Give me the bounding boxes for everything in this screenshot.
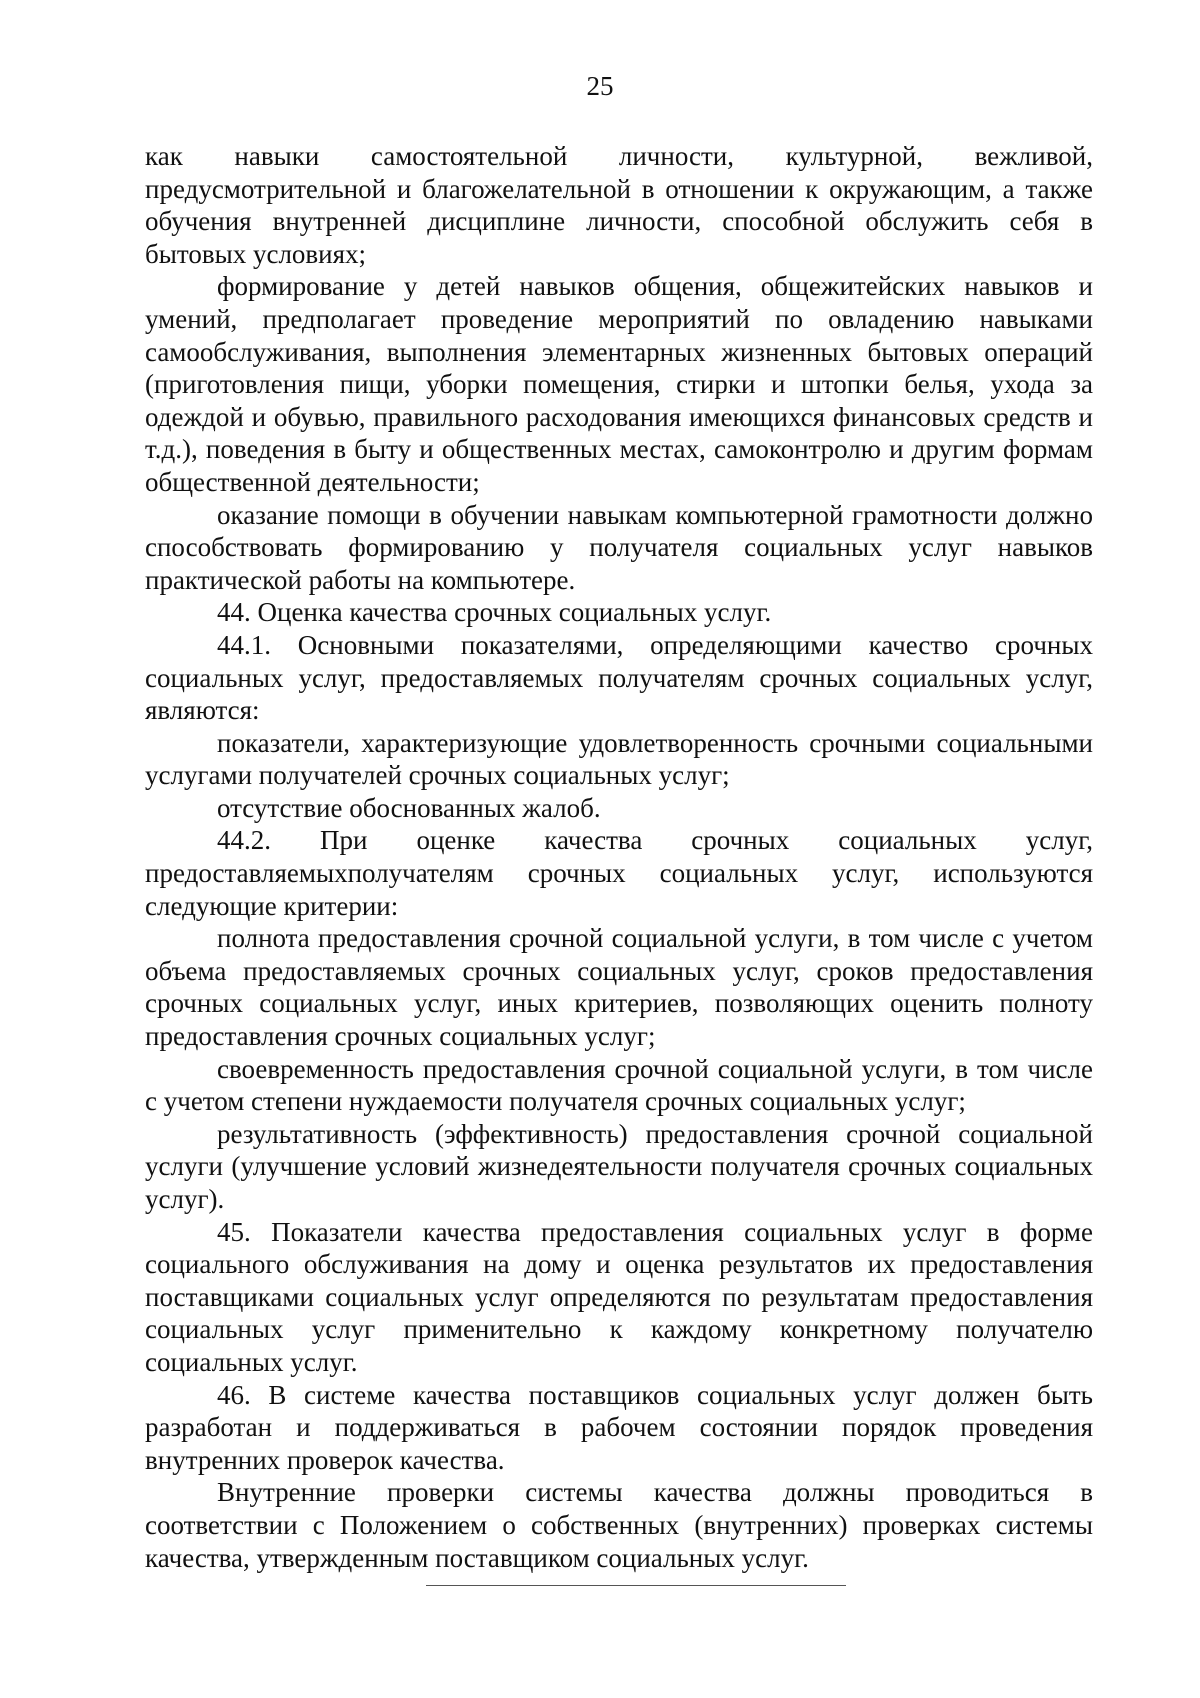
paragraph-section-45: 45. Показатели качества предоставления социальных услуг в форме социального обслуживания на дому и оценка результатов их предоставления поставщиками социальных услуг определяются по результатам предоставления социальных услуг применительно к каждому конкретному получателю социальных услуг. <box>145 1216 1093 1377</box>
paragraph-computer-literacy: оказание помощи в обучении навыкам компьютерной грамотности должно способствовать формированию у получателя социальных услуг навыков практической работы на компьютере. <box>145 499 1093 595</box>
paragraph-completeness: полнота предоставления срочной социальной услуги, в том числе с учетом объема предоставляемых срочных социальных услуг, сроков предоставления срочных социальных услуг, иных критериев, позволяющих оценить полноту предоставления срочных социальных услуг; <box>145 923 1093 1052</box>
paragraph-satisfaction-indicators: показатели, характеризующие удовлетворенность срочными социальными услугами получателей срочных социальных услуг; <box>145 727 1093 791</box>
page-number: 25 <box>586 71 614 101</box>
paragraph-section-44: 44. Оценка качества срочных социальных услуг. <box>217 597 772 628</box>
paragraph-effectiveness: результативность (эффективность) предоставления срочной социальной услуги (улучшение условий жизнедеятельности получателя срочных социальных услуг). <box>145 1118 1093 1214</box>
paragraph-continuation: как навыки самостоятельной личности, культурной, вежливой, предусмотрительной и благожелательной в отношении к окружающим, а также обучения внутренней дисциплине личности, способной обслужить себя в бытовых условиях; <box>145 141 1093 269</box>
paragraph-section-44-2: 44.2. При оценке качества срочных социальных услуг, предоставляемыхполучателям срочных социальных услуг, используются следующие критерии: <box>145 825 1093 921</box>
paragraph-timeliness: своевременность предоставления срочной социальной услуги, в том числе с учетом степени нуждаемости получателя срочных социальных услуг; <box>145 1053 1093 1117</box>
paragraph-section-44-1: 44.1. Основными показателями, определяющими качество срочных социальных услуг, предоставляемых получателям срочных социальных услуг, являются: <box>145 629 1093 726</box>
footer-divider <box>426 1585 846 1586</box>
document-body <box>145 140 1093 1574</box>
paragraph-section-46: 46. В системе качества поставщиков социальных услуг должен быть разработан и поддерживаться в рабочем состоянии порядок проведения внутренних проверок качества. <box>145 1379 1093 1475</box>
paragraph-no-complaints: отсутствие обоснованных жалоб. <box>217 792 601 823</box>
paragraph-internal-audits: Внутренние проверки системы качества должны проводиться в соответствии с Положением о собственных (внутренних) проверках системы качества, утвержденным поставщиком социальных услуг. <box>145 1477 1093 1573</box>
paragraph-communication-skills: формирование у детей навыков общения, общежитейских навыков и умений, предполагает проведение мероприятий по овладению навыками самообслуживания, выполнения элементарных жизненных бытовых операций (приготовления пищи, уборки помещения, стирки и штопки белья, ухода за одеждой и обувью, правильного расходования имеющихся финансовых средств и т.д.), поведения в быту и общественных местах, самоконтролю и другим формам общественной деятельности; <box>145 271 1093 497</box>
